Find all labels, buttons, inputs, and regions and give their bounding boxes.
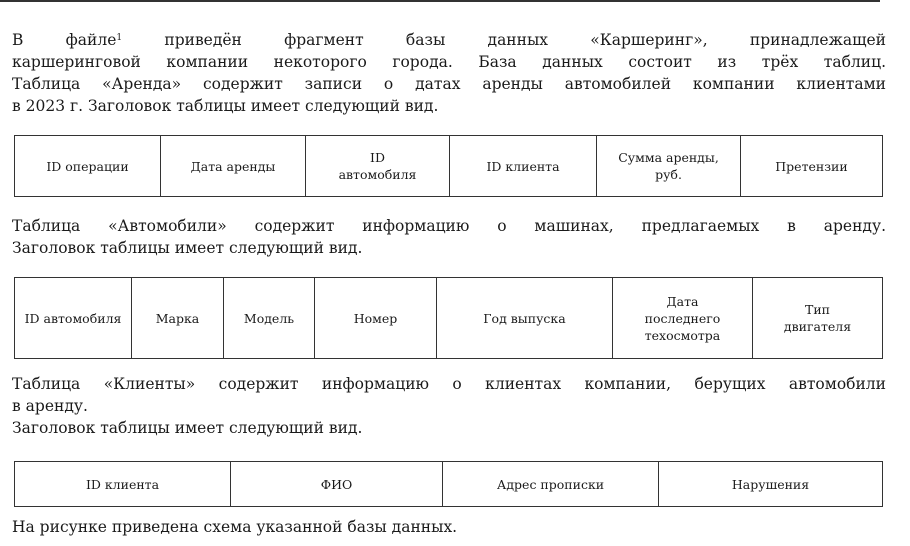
cars-col-number: Номер bbox=[315, 278, 437, 359]
outro-line-1: На рисунке приведена схема указанной базы данных. bbox=[12, 518, 458, 536]
cars-col-year: Год выпуска bbox=[437, 278, 613, 359]
clients-intro-line-3: Заголовок таблицы имеет следующий вид. bbox=[12, 419, 363, 437]
intro-line-1 bbox=[12, 29, 886, 51]
rental-col-client-id: ID клиента bbox=[450, 136, 597, 197]
cars-intro-line-1: Таблица «Автомобили» содержит информацию о машинах, предлагаемых в аренду. bbox=[12, 217, 886, 235]
clients-table-header bbox=[14, 461, 883, 507]
rental-col-claims: Претензии bbox=[741, 136, 883, 197]
clients-col-full-name: ФИО bbox=[231, 462, 443, 507]
cars-table-header bbox=[14, 277, 883, 359]
rental-col-operation-id: ID операции bbox=[15, 136, 161, 197]
rental-col-rent-date: Дата аренды bbox=[161, 136, 306, 197]
clients-intro-line-2: в аренду. bbox=[12, 397, 88, 415]
rental-col-car-id: ID автомобиля bbox=[306, 136, 450, 197]
clients-col-violations: Нарушения bbox=[659, 462, 883, 507]
intro-line-3: Таблица «Аренда» содержит записи о датах аренды автомобилей компании клиентами bbox=[12, 75, 886, 93]
cars-col-model: Модель bbox=[224, 278, 315, 359]
cars-col-car-id: ID автомобиля bbox=[15, 278, 132, 359]
intro-line-4: в 2023 г. Заголовок таблицы имеет следующий вид. bbox=[12, 97, 439, 115]
top-rule bbox=[0, 0, 880, 2]
intro-paragraph bbox=[12, 29, 886, 117]
cars-col-brand: Марка bbox=[132, 278, 224, 359]
outro-paragraph bbox=[12, 516, 886, 538]
intro-line-2: каршеринговой компании некоторого города. База данных состоит из трёх таблиц. bbox=[12, 53, 886, 71]
cars-col-engine-type: Тип двигателя bbox=[753, 278, 883, 359]
cars-col-last-inspection: Дата последнего техосмотра bbox=[613, 278, 753, 359]
intro-word-file: файле bbox=[65, 31, 117, 49]
cars-intro-paragraph bbox=[12, 215, 886, 259]
clients-col-address: Адрес прописки bbox=[443, 462, 659, 507]
footnote-marker: 1 bbox=[116, 33, 123, 43]
intro-word-v: В bbox=[12, 31, 24, 49]
clients-intro-paragraph bbox=[12, 373, 886, 439]
intro-line-1-rest: приведён фрагмент базы данных «Каршеринг», принадлежащей bbox=[164, 31, 886, 49]
rental-col-amount: Сумма аренды, руб. bbox=[597, 136, 741, 197]
rental-table-header bbox=[14, 135, 883, 197]
clients-col-client-id: ID клиента bbox=[15, 462, 231, 507]
cars-intro-line-2: Заголовок таблицы имеет следующий вид. bbox=[12, 239, 363, 257]
clients-intro-line-1: Таблица «Клиенты» содержит информацию о клиентах компании, берущих автомобили bbox=[12, 375, 886, 393]
